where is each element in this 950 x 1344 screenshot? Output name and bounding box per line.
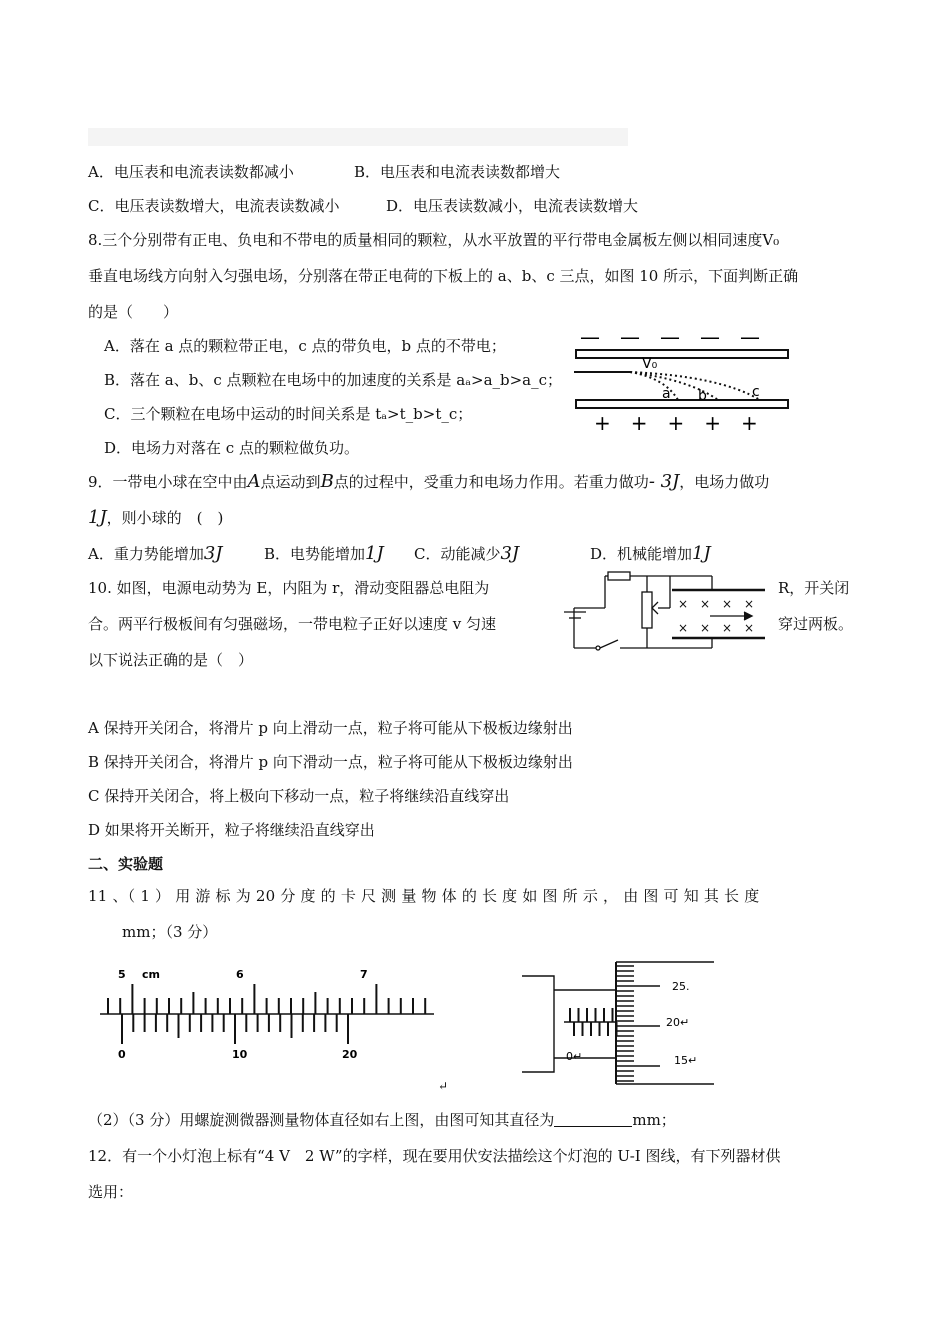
return-mark: ↵ (438, 1079, 449, 1093)
main-scale-5: 5 (118, 968, 126, 981)
svg-text:×: × (744, 597, 755, 611)
top-plate-signs: — — — — — (580, 326, 760, 349)
answer-blank[interactable] (554, 1112, 632, 1127)
svg-text:×: × (722, 597, 733, 611)
q12-line-2: 选用： (88, 1183, 134, 1201)
point-b-label: b (698, 388, 707, 404)
q9-line-1: 9．一带电小球在空中由A点运动到B点的过程中，受重力和电场力作用。若重力做功- 3J，电场力做功 (88, 471, 770, 492)
q10-line-3: 以下说法正确的是（ ） (88, 651, 254, 669)
velocity-arrow (744, 612, 752, 620)
micrometer-figure (518, 960, 718, 1086)
q7-option-a[interactable]: A．电压表和电流表读数都减小 (88, 163, 294, 181)
q8-option-d[interactable]: D．电场力对落在 c 点的颗粒做负功。 (104, 439, 359, 457)
q11-line-2: mm；（3 分） (122, 923, 218, 941)
q10-option-a[interactable]: A 保持开关闭合，将滑片 p 向上滑动一点，粒子将可能从下极板边缘射出 (88, 719, 573, 737)
trajectory-c (630, 372, 760, 400)
v0-label: V₀ (642, 356, 658, 372)
svg-text:×: × (678, 597, 689, 611)
switch-blade (600, 640, 618, 648)
q11-part-2: （2）（3 分）用螺旋测微器测量物体直径如右上图，由图可知其直径为 mm； (88, 1111, 676, 1129)
q8-option-b[interactable]: B．落在 a、b、c 点颗粒在电场中的加速度的关系是 aₐ>a_b>a_c； (104, 371, 563, 389)
point-a-label: a (662, 386, 671, 402)
q10-line-2a: 合。两平行极板间有匀强磁场，一带电粒子正好以速度 v 匀速 (88, 615, 497, 633)
q12-line-1: 12．有一个小灯泡上标有“4 V 2 W”的字样，现在要用伏安法描绘这个灯泡的 U-I 图线，有下列器材供 (88, 1147, 781, 1165)
svg-text:×: × (722, 621, 733, 635)
q10-line-2b: 穿过两板。 (778, 615, 854, 633)
q9-option-d[interactable]: D．机械能增加1J (590, 543, 711, 564)
faint-watermark-line (88, 128, 628, 146)
q7-option-b[interactable]: B．电压表和电流表读数都增大 (354, 163, 561, 181)
q7-option-d[interactable]: D．电压表读数减小，电流表读数增大 (386, 197, 639, 215)
q10-circuit-figure (560, 568, 770, 660)
svg-text:×: × (700, 621, 711, 635)
svg-text:×: × (700, 597, 711, 611)
point-b-symbol: B (320, 471, 334, 492)
q9-option-b[interactable]: B．电势能增加1J (264, 543, 384, 564)
section-2-title: 二、实验题 (88, 855, 164, 873)
q9-option-c[interactable]: C．动能减少3J (414, 543, 520, 564)
vernier-10: 10 (232, 1048, 248, 1061)
vernier-20: 20 (342, 1048, 358, 1061)
top-plate (576, 350, 788, 358)
q8-line-2: 垂直电场线方向射入匀强电场，分别落在带正电荷的下板上的 a、b、c 三点，如图 10 所示，下面判断正确 (88, 267, 799, 285)
q9-option-a[interactable]: A．重力势能增加3J (88, 543, 223, 564)
q7-option-c[interactable]: C．电压表读数增大，电流表读数减小 (88, 197, 340, 215)
thimble-20: 20↵ (666, 1016, 690, 1029)
q10-option-b[interactable]: B 保持开关闭合，将滑片 p 向下滑动一点，粒子将可能从下极板边缘射出 (88, 753, 573, 771)
electric-work-value: 1J (88, 507, 107, 528)
switch-pivot (596, 646, 600, 650)
thimble-15: 15↵ (674, 1054, 698, 1067)
vernier-0: 0 (118, 1048, 126, 1061)
main-scale-6: 6 (236, 968, 244, 981)
thimble-25: 25. (672, 980, 690, 993)
anvil-outline (522, 976, 554, 1072)
q10-option-d[interactable]: D 如果将开关断开，粒子将继续沿直线穿出 (88, 821, 375, 839)
trajectory-a (630, 372, 678, 400)
bottom-plate (576, 400, 788, 408)
main-scale-unit: cm (142, 968, 160, 981)
slider-p (652, 602, 658, 614)
svg-text:×: × (678, 621, 689, 635)
q10-line-1a: 10. 如图，电源电动势为 E，内阻为 r，滑动变阻器总电阻为 (88, 579, 490, 597)
q8-line-1: 8.三个分别带有正电、负电和不带电的质量相同的颗粒，从水平放置的平行带电金属板左侧以相同速度V₀ (88, 231, 780, 249)
main-scale-7: 7 (360, 968, 368, 981)
q8-line-3: 的是（ ） (88, 303, 179, 321)
q10-option-c[interactable]: C 保持开关闭合，将上极向下移动一点，粒子将继续沿直线穿出 (88, 787, 510, 805)
bottom-plate-signs: + + + + + (594, 411, 758, 435)
q10-line-1b: R，开关闭 (778, 579, 850, 597)
vernier-caliper-figure (96, 966, 436, 1062)
resistor-r (608, 572, 630, 580)
q8-option-c[interactable]: C．三个颗粒在电场中运动的时间关系是 tₐ>t_b>t_c； (104, 405, 473, 423)
point-c-label: c (752, 384, 760, 400)
rheostat (642, 592, 652, 628)
q9-line-2: 1J，则小球的 ( ) (88, 507, 224, 528)
svg-text:×: × (744, 621, 755, 635)
q8-option-a[interactable]: A．落在 a 点的颗粒带正电，c 点的带负电，b 点的不带电； (104, 337, 506, 355)
q8-plates-figure (570, 326, 800, 436)
point-a-symbol: A (247, 471, 261, 492)
sleeve-0: 0↵ (566, 1050, 583, 1063)
gravity-work-value: - 3J (648, 471, 680, 492)
q11-line-1: 11 、（ 1 ） 用 游 标 为 20 分 度 的 卡 尺 测 量 物 体 的 长 度 如 图 所 示 ， 由 图 可 知 其 长 度 (88, 887, 760, 905)
